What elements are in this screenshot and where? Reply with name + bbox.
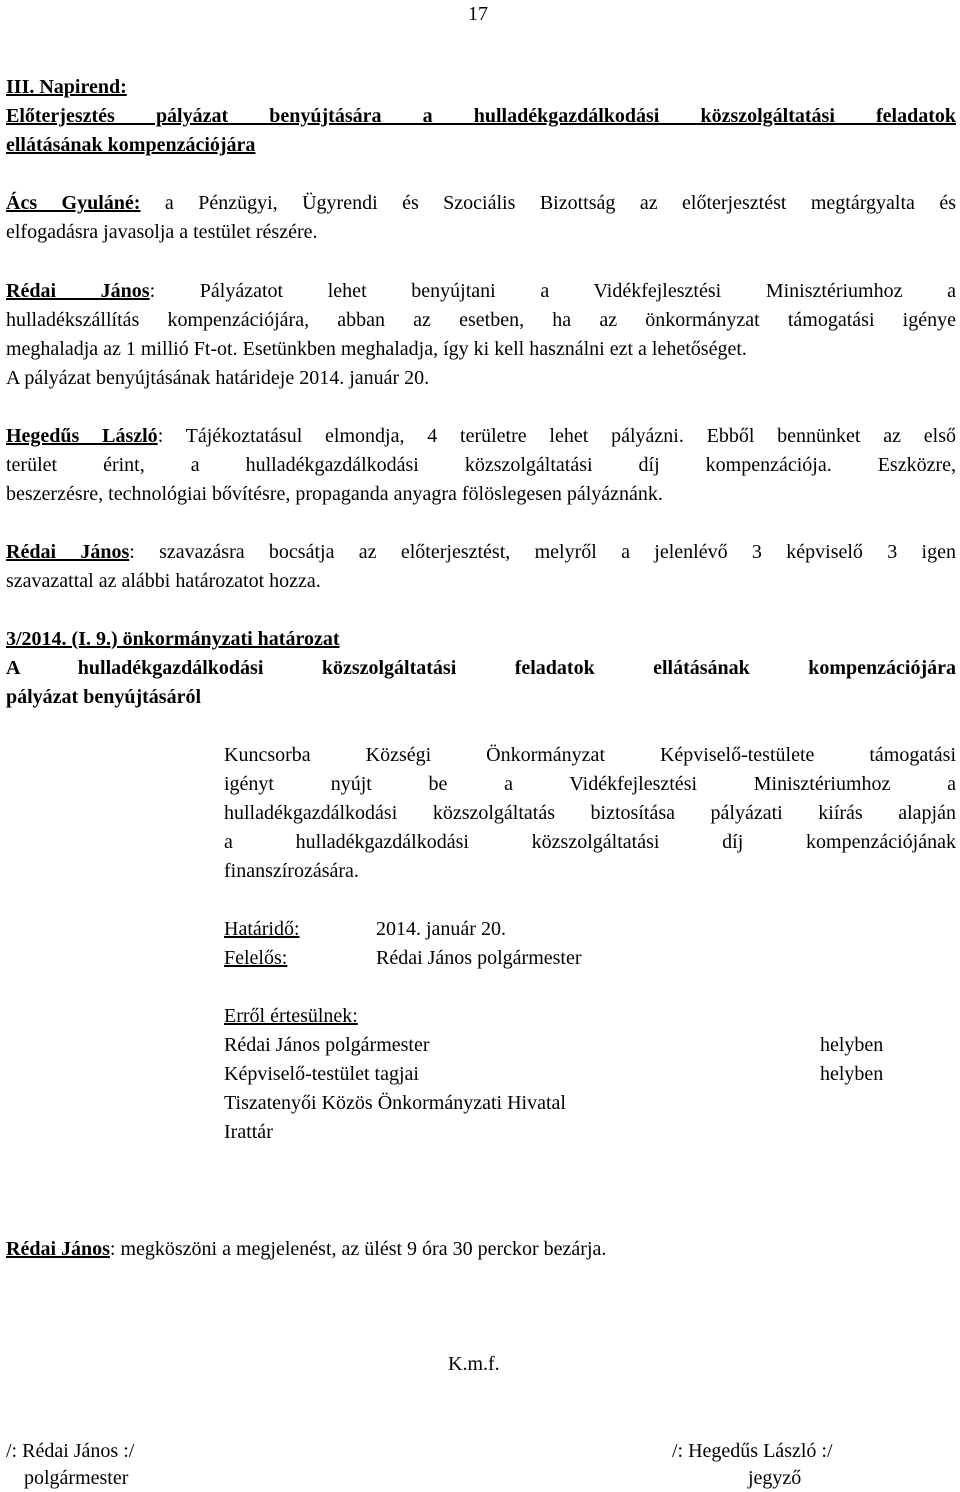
paragraph-2-line1: Rédai János: Pályázatot lehet benyújtani a Vidékfejlesztési Minisztériumhoz a [6,280,957,302]
speaker-hegedus-laszlo: Hegedűs László [6,425,158,447]
notify-label: Erről értesülnek: [224,1005,358,1027]
recipient-location: helyben [820,1063,884,1085]
deadline-label: Határidő: [224,918,300,940]
responsible-label: Felelős: [224,947,288,969]
paragraph-3-line1: Hegedűs László: Tájékoztatásul elmondja, 4 területre lehet pályázni. Ebből bennünket az első [6,425,956,447]
resolution-body-line5: finanszírozására. [224,860,359,882]
agenda-heading: III. Napirend: [6,76,127,98]
resolution-body-line3: hulladékgazdálkodási közszolgáltatás biztosítása pályázati kiírás alapján [224,802,956,824]
speaker-redai-janos: Rédai János [6,1238,110,1260]
responsible-value: Rédai János polgármester [376,947,582,969]
page-number: 17 [468,3,488,25]
signature-left-name: /: Rédai János :/ [6,1440,135,1462]
recipient-location: helyben [820,1034,884,1056]
resolution-number: 3/2014. (I. 9.) önkormányzati határozat [6,628,340,650]
recipient-name: Irattár [224,1121,273,1143]
paragraph-2-line3: meghaladja az 1 millió Ft-ot. Esetünkben meghaladja, így ki kell használni ezt a lehetőséget. [6,338,747,360]
kmf: K.m.f. [448,1353,500,1375]
recipient-name: Tiszatenyői Közös Önkormányzati Hivatal [224,1092,566,1114]
resolution-body-line1: Kuncsorba Községi Önkormányzat Képviselő-testülete támogatási [224,744,956,766]
signature-right-title: jegyző [748,1467,802,1489]
speaker-redai-janos: Rédai János [6,541,130,563]
agenda-title-line2: ellátásának kompenzációjára [6,134,256,156]
recipient-name: Rédai János polgármester [224,1034,430,1056]
signature-right-name: /: Hegedűs László :/ [672,1440,833,1462]
resolution-title-line2: pályázat benyújtásáról [6,686,201,708]
signature-left-title: polgármester [24,1467,129,1489]
paragraph-4-line1: Rédai János: szavazásra bocsátja az előterjesztést, melyről a jelenlévő 3 képviselő 3 igen [6,541,956,563]
paragraph-1-line1: Ács Gyuláné: a Pénzügyi, Ügyrendi és Szociális Bizottság az előterjesztést megtárgyalta és [6,192,957,214]
paragraph-3-line2: terület érint, a hulladékgazdálkodási közszolgáltatási díj kompenzációja. Eszközre, [6,454,956,476]
paragraph-3-line3: beszerzésre, technológiai bővítésre, propaganda anyagra fölöslegesen pályáznánk. [6,483,663,505]
agenda-title-line1: Előterjesztés pályázat benyújtására a hulladékgazdálkodási közszolgáltatási feladatok [6,105,956,127]
paragraph-1-line2: elfogadásra javasolja a testület részére. [6,221,318,243]
paragraph-2-line4: A pályázat benyújtásának határideje 2014. január 20. [6,367,430,389]
resolution-body-line2: igényt nyújt be a Vidékfejlesztési Minisztériumhoz a [224,773,956,795]
speaker-redai-janos: Rédai János [6,280,150,302]
paragraph-4-line2: szavazattal az alábbi határozatot hozza. [6,570,321,592]
recipient-name: Képviselő-testület tagjai [224,1063,419,1085]
deadline-value: 2014. január 20. [376,918,506,940]
closing-line: Rédai János: megköszöni a megjelenést, az ülést 9 óra 30 perckor bezárja. [6,1238,607,1260]
speaker-acs-gyulane: Ács Gyuláné: [6,192,141,214]
paragraph-2-line2: hulladékszállítás kompenzációjára, abban az esetben, ha az önkormányzat támogatási igénye [6,309,956,331]
resolution-body-line4: a hulladékgazdálkodási közszolgáltatási díj kompenzációjának [224,831,956,853]
resolution-title-line1: A hulladékgazdálkodási közszolgáltatási feladatok ellátásának kompenzációjára [6,657,956,679]
